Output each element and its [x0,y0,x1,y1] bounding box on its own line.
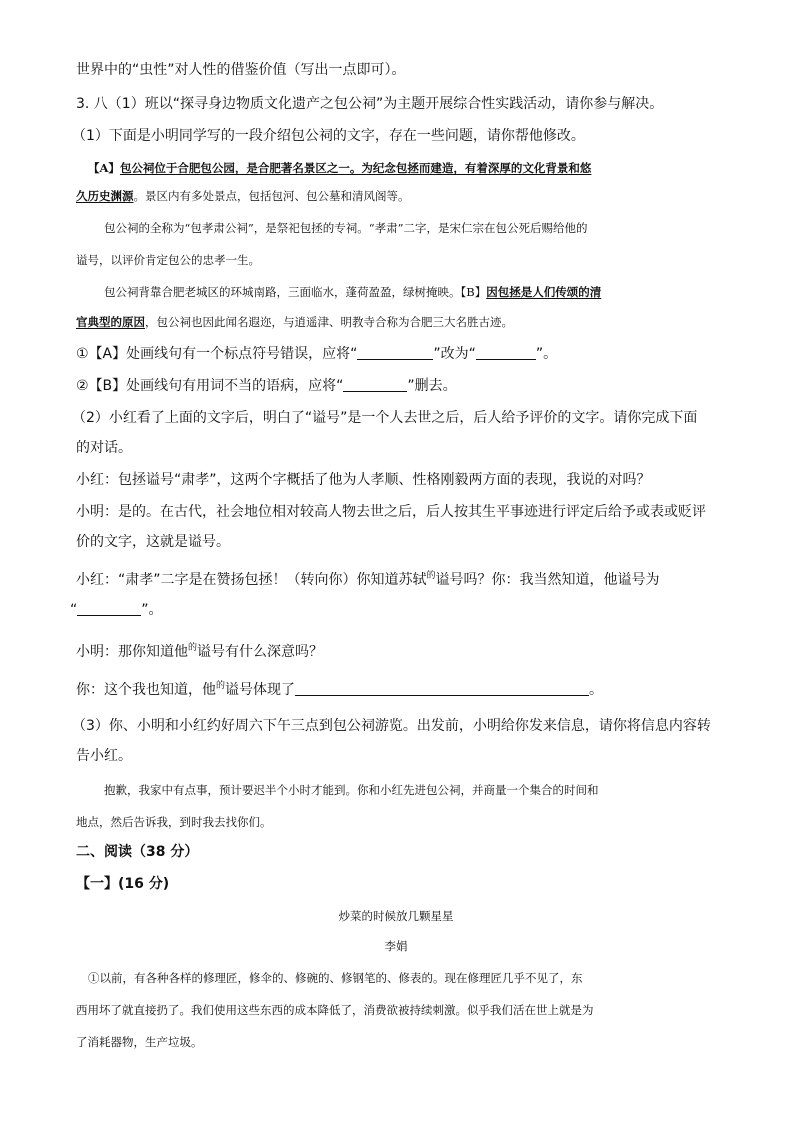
dialogue-text: 。 [589,682,604,698]
answer-blank[interactable] [295,681,589,696]
text-line: 的对话。 [76,440,132,456]
question-text: ”删去。 [407,378,457,394]
dialogue-line: 小红：包拯谥号“肃孝”，这两个字概括了他为人孝顺、性格刚毅两方面的表现，我说的对吗？ [76,472,651,488]
passage-text: 包公祠背靠合肥老城区的环城南路，三面临水，蓬荷盈盈，绿树掩映。【B】 [104,285,487,299]
passage-line [88,158,591,178]
answer-blank[interactable] [476,345,536,360]
dialogue-text: 你：这个我也知道，他 [76,682,216,698]
answer-blank[interactable] [77,601,141,616]
question-text: ①【A】处画线句有一个标点符号错误，应将“ [76,346,358,362]
text-line: 告小红。 [76,748,132,764]
dialogue-line: 小明：是的。在古代，社会地位相对较高人物去世之后，后人按其生平事迹进行评定后给予或表或贬评 [76,504,706,520]
answer-blank[interactable] [357,345,433,360]
subsection-heading: 【一】(16 分) [76,876,170,892]
subquestion-3: （3）你、小明和小红约好周六下午三点到包公祠游览。出发前，小明给你发来信息，请你将信息内容转 [72,718,711,734]
section-heading: 二、阅读（38 分） [76,844,199,860]
underlined-sentence-b-end: 官典型的原因 [76,315,145,329]
marker-a: 【A】 [88,161,120,175]
passage-line [76,186,410,206]
article-paragraph-line: ①以前，有各种各样的修理匠，修伞的、修碗的、修钢笔的、修表的。现在修理匠几乎不见了，东 [88,971,583,985]
dialogue-text: “ [70,602,78,618]
question-text: ②【B】处画线句有用词不当的语病，应将“ [76,378,344,394]
underlined-sentence-a-end: 久历史渊源 [76,189,134,203]
article-paragraph-line: 了消耗器物，生产垃圾。 [76,1035,203,1049]
dialogue-line [76,680,603,702]
dialogue-text: 的 [188,643,198,653]
passage-line [76,312,513,332]
dialogue-line: 价的文字，这就是谥号。 [76,534,230,550]
subquestion-1: （1）下面是小明同学写的一段介绍包公祠的文字，存在一些问题，请你帮他修改。 [72,128,585,144]
dialogue-text: 小明：那你知道他 [76,644,188,660]
passage-line: 包公祠的全称为“包孝肃公祠”，是祭祀包拯的专祠。“孝肃”二字，是宋仁宗在包公死后赐给他的 [104,221,588,235]
dialogue-text: 谥号吗？你：我当然知道，他谥号为 [435,572,660,588]
dialogue-text: 谥号体现了 [225,682,296,698]
passage-text: 。景区内有多处景点，包括包河、包公墓和清风阁等。 [133,189,410,203]
message-line: 抱歉，我家中有点事，预计要迟半个小时才能到。你和小红先进包公祠，并商量一个集合的时间和 [104,783,599,797]
passage-line: 谥号，以评价肯定包公的忠孝一生。 [76,253,260,267]
dialogue-text: 的 [216,681,226,691]
subquestion-2: （2）小红看了上面的文字后，明白了“谥号”是一个人去世之后，后人给予评价的文字。请你完成下面 [72,410,698,426]
dialogue-text: 的 [426,571,436,581]
underlined-sentence-b: 因包拯是人们传颂的清 [486,285,602,299]
question-1-1 [76,344,557,364]
message-line: 地点，然后告诉我，到时我去找你们。 [76,815,272,829]
question-text: ”改为“ [433,346,476,362]
dialogue-text: ”。 [141,602,163,618]
dialogue-line [76,570,660,592]
passage-line [104,282,601,302]
question-3-intro: 3. 八（1）班以“探寻身边物质文化遗产之包公祠”为主题开展综合性实践活动，请你参与解决。 [76,96,664,112]
dialogue-text: 谥号有什么深意吗？ [197,644,324,660]
answer-blank[interactable] [343,377,407,392]
dialogue-line [76,642,323,664]
question-text: ”。 [535,346,558,362]
dialogue-text: 小红：“肃孝”二字是在赞扬包拯！（转向你）你知道苏轼 [76,572,427,588]
underlined-sentence-a: 包公祠位于合肥包公园，是合肥著名景区之一。为纪念包拯而建造，有着深厚的文化背景和悠 [119,161,592,175]
article-title: 炒菜的时候放几颗星星 [338,909,454,923]
question-1-2 [76,376,457,396]
article-paragraph-line: 西用坏了就直接扔了。我们使用这些东西的成本降低了，消费欲被持续刺激。似乎我们活在世上就是为 [76,1003,594,1017]
article-author: 李娟 [384,939,408,953]
text-line: 世界中的“虫性”对人性的借鉴价值（写出一点即可）。 [76,62,406,78]
passage-text: ，包公祠也因此闻名遐迩，与逍遥津、明教寺合称为合肥三大名胜古迹。 [145,315,513,329]
dialogue-line [70,600,163,620]
